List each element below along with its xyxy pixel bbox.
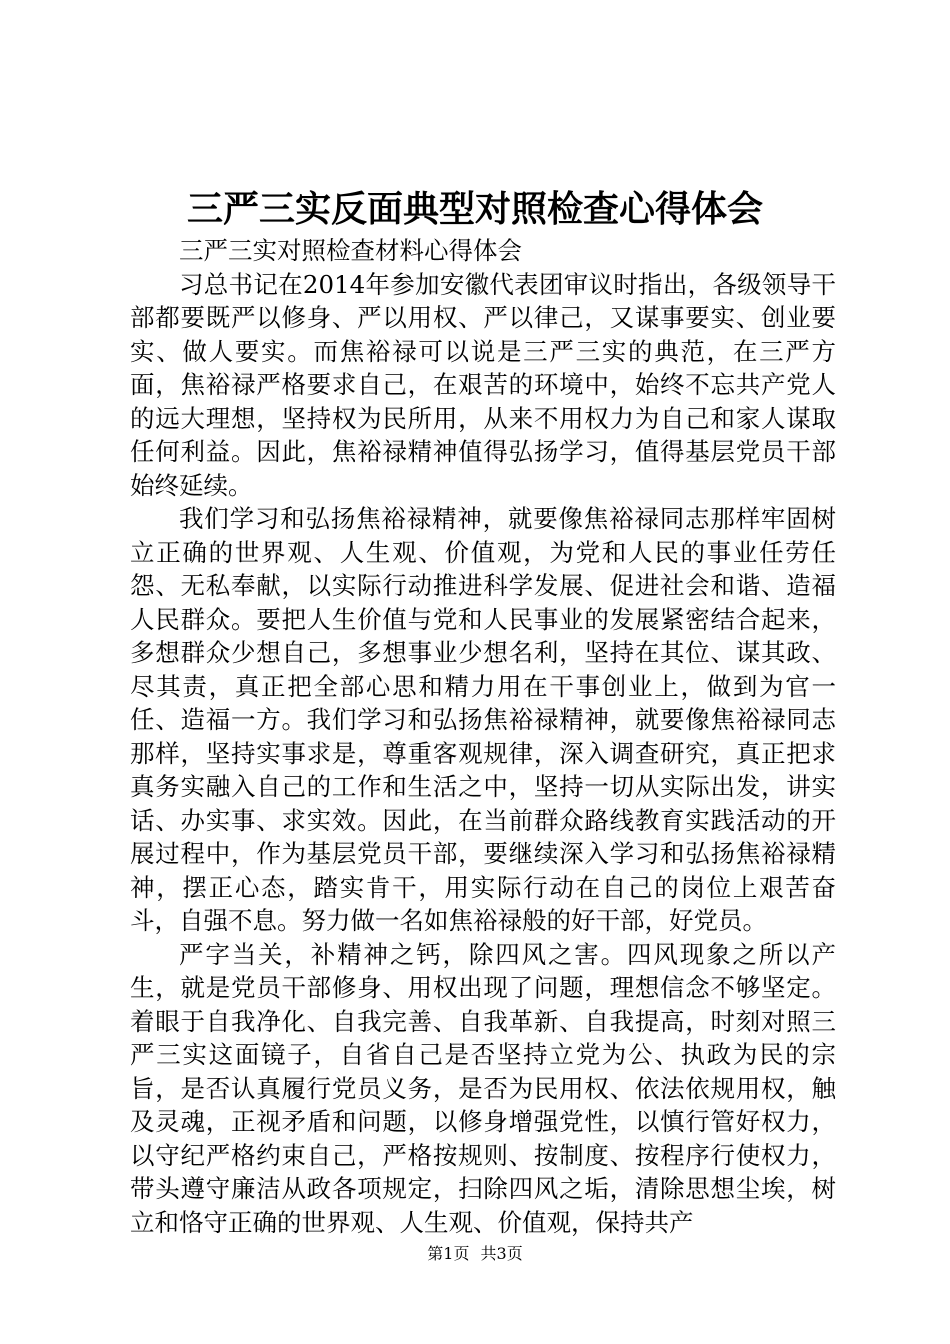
paragraph-subtitle: 三严三实对照检查材料心得体会 (179, 236, 522, 265)
paragraph-1: 习总书记在2014年参加安徽代表团审议时指出，各级领导干部都要既严以修身、严以用权、严以律己，又谋事要实、创业要实、做人要实。而焦裕禄可以说是三严三实的典范，在三严方面，焦裕禄严格要求自己，在艰苦的环境中，始终不忘共产党人的远大理想，坚持权为民所用，从来不用权力为自己和家人谋取任何利益。因此，焦裕禄精神值得弘扬学习，值得基层党员干部始终延续。 (130, 269, 836, 500)
document-title: 三严三实反面典型对照检查心得体会 (186, 188, 763, 230)
paragraph-2: 我们学习和弘扬焦裕禄精神，就要像焦裕禄同志那样牢固树立正确的世界观、人生观、价值观，为党和人民的事业任劳任怨、无私奉献，以实际行动推进科学发展、促进社会和谐、造福人民群众。要把人生价值与党和人民事业的发展紧密结合起来，多想群众少想自己，多想事业少想名利，坚持在其位、谋其政、尽其责，真正把全部心思和精力用在干事创业上，做到为官一任、造福一方。我们学习和弘扬焦裕禄精神，就要像焦裕禄同志那样，坚持实事求是，尊重客观规律，深入调查研究，真正把求真务实融入自己的工作和生活之中，坚持一切从实际出发，讲实话、办实事、求实效。因此，在当前群众路线教育实践活动的开展过程中，作为基层党员干部，要继续深入学习和弘扬焦裕禄精神，摆正心态，踏实肯干，用实际行动在自己的岗位上艰苦奋斗，自强不息。努力做一名如焦裕禄般的好干部，好党员。 (130, 504, 836, 935)
document-body (130, 234, 836, 1239)
page-number: 第1页 (427, 1244, 470, 1263)
page-footer (0, 1243, 950, 1265)
page-total: 共3页 (480, 1244, 523, 1263)
paragraph-3: 严字当关，补精神之钙，除四风之害。四风现象之所以产生，就是党员干部修身、用权出现了问题，理想信念不够坚定。着眼于自我净化、自我完善、自我革新、自我提高，时刻对照三严三实这面镜子，自省自己是否坚持立党为公、执政为民的宗旨，是否认真履行党员义务，是否为民用权、依法依规用权，触及灵魂，正视矛盾和问题，以修身增强党性，以慎行管好权力，以守纪严格约束自己，严格按规则、按制度、按程序行使权力，带头遵守廉洁从政各项规定，扫除四风之垢，清除思想尘埃，树立和恪守正确的世界观、人生观、价值观，保持共产 (130, 939, 836, 1237)
